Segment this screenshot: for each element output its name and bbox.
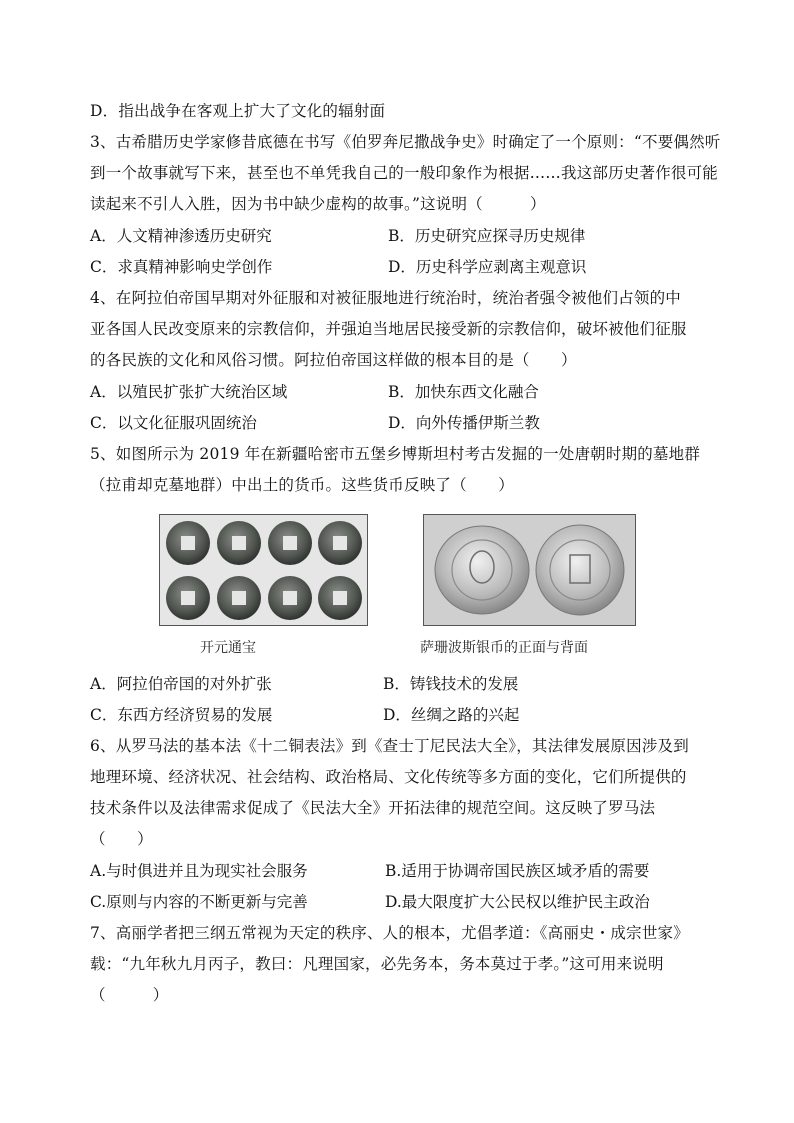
- q4-stem-line-1: 4、在阿拉伯帝国早期对外征服和对被征服地进行统治时，统治者强令被他们占领的中: [90, 289, 681, 307]
- q3-option-a: A．人文精神渗透历史研究: [90, 227, 272, 245]
- q6-stem-line-1: 6、从罗马法的基本法《十二铜表法》到《查士丁尼民法大全》，其法律发展原因涉及到: [90, 737, 689, 755]
- q6-option-c: C.原则与内容的不断更新与完善: [90, 893, 308, 911]
- coin-row-bottom: [166, 576, 362, 620]
- q6-stem-line-3: 技术条件以及法律需求促成了《民法大全》开拓法律的规范空间。这反映了罗马法: [90, 799, 656, 817]
- kaiyuan-caption: 开元通宝: [200, 640, 256, 656]
- kaiyuan-coins-image: [160, 515, 367, 625]
- sasanian-coins-photo: [423, 514, 636, 626]
- q4-option-d: D．向外传播伊斯兰教: [388, 414, 540, 432]
- q4-option-a: A．以殖民扩张扩大统治区域: [90, 383, 288, 401]
- q7-stem-line-1: 7、高丽学者把三纲五常视为天定的秩序、人的根本，尤倡孝道：《高丽史・成宗世家》: [90, 924, 689, 942]
- q5-option-c: C．东西方经济贸易的发展: [90, 706, 273, 724]
- q4-stem-line-2: 亚各国人民改变原来的宗教信仰，并强迫当地居民接受新的宗教信仰，破坏被他们征服: [90, 320, 687, 338]
- q3-stem-line-3: 读起来不引人入胜，因为书中缺少虚构的故事。”这说明（ ）: [90, 195, 546, 213]
- q4-stem-line-3: 的各民族的文化和风俗习惯。阿拉伯帝国这样做的根本目的是（ ）: [90, 351, 577, 369]
- q3-option-d: D．历史科学应剥离主观意识: [388, 258, 587, 276]
- q5-stem-line-2: （拉甫却克墓地群）中出土的货币。这些货币反映了（ ）: [90, 476, 514, 494]
- q3-option-c: C．求真精神影响史学创作: [90, 258, 273, 276]
- q6-option-b: B.适用于协调帝国民族区域矛盾的需要: [385, 862, 650, 880]
- q3-stem-line-2: 到一个故事就写下来，甚至也不单凭我自己的一般印象作为根据……我这部历史著作很可能: [90, 164, 719, 182]
- q4-option-c: C．以文化征服巩固统治: [90, 414, 257, 432]
- q7-stem-line-3: （ ）: [90, 986, 169, 1004]
- q6-stem-line-4: （ ）: [90, 830, 153, 848]
- q2-option-d: D．指出战争在客观上扩大了文化的辐射面: [90, 102, 386, 120]
- q5-option-d: D．丝绸之路的兴起: [383, 706, 520, 724]
- sasanian-coins-image: [424, 515, 635, 625]
- coin-row-top: [166, 521, 362, 565]
- q6-option-d: D.最大限度扩大公民权以维护民主政治: [385, 893, 650, 911]
- q5-option-a: A．阿拉伯帝国的对外扩张: [90, 675, 272, 693]
- sasanian-caption: 萨珊波斯银币的正面与背面: [420, 640, 588, 656]
- q4-option-b: B．加快东西文化融合: [388, 383, 539, 401]
- q5-stem-line-1: 5、如图所示为 2019 年在新疆哈密市五堡乡博斯坦村考古发掘的一处唐朝时期的墓地群: [90, 445, 701, 463]
- q3-option-b: B．历史研究应探寻历史规律: [388, 227, 586, 245]
- q7-stem-line-2: 载：“九年秋九月丙子，教曰：凡理国家，必先务本，务本莫过于孝。”这可用来说明: [90, 955, 664, 973]
- q6-stem-line-2: 地理环境、经济状况、社会结构、政治格局、文化传统等多方面的变化，它们所提供的: [90, 768, 687, 786]
- q5-option-b: B．铸钱技术的发展: [383, 675, 519, 693]
- q6-option-a: A.与时俱进并且为现实社会服务: [90, 862, 308, 880]
- kaiyuan-coins-photo: [159, 514, 368, 626]
- q3-stem-line-1: 3、古希腊历史学家修昔底德在书写《伯罗奔尼撒战争史》时确定了一个原则：“不要偶然听: [90, 133, 721, 151]
